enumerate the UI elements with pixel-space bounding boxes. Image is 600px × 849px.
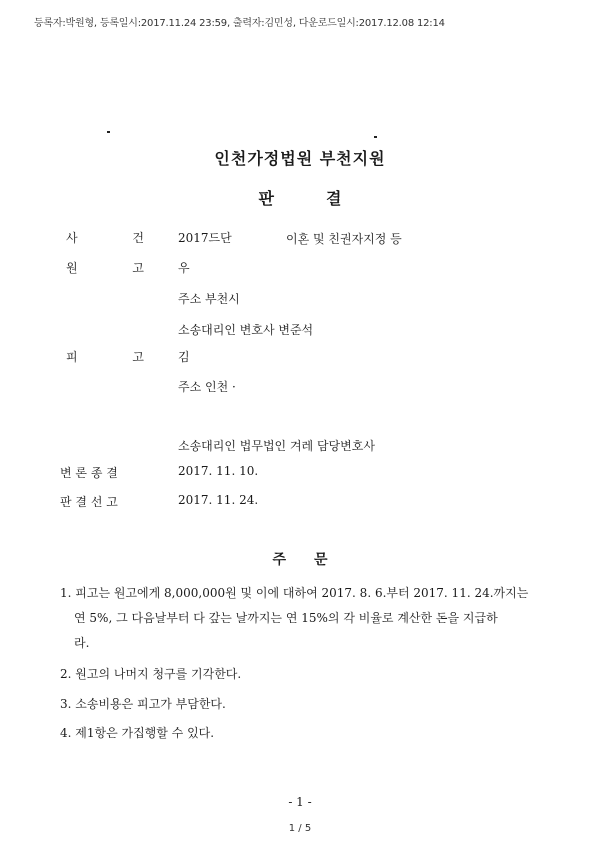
label-char: 피 — [66, 350, 78, 364]
defendant-name: 김 — [178, 350, 190, 364]
order-item-2: 2. 원고의 나머지 청구를 기각한다. — [60, 667, 242, 681]
order-item-4: 4. 제1항은 가집행할 수 있다. — [60, 726, 215, 740]
order-title-char: 주 — [272, 552, 286, 568]
document-title-char: 판 — [258, 189, 274, 208]
order-item-1 — [60, 581, 540, 656]
order-item-1-line: 연 5%, 그 다음날부터 다 갚는 날까지는 연 15%의 각 비율로 계산한 돈을 지급하 — [74, 611, 498, 625]
page-number: - 1 - — [288, 795, 312, 809]
case-name: 이혼 및 친권자지정 등 — [286, 232, 402, 246]
argument-end-label: 변 론 종 결 — [60, 466, 118, 480]
defendant-label — [60, 348, 150, 365]
order-section-title — [0, 549, 600, 569]
judgment-date: 2017. 11. 24. — [178, 493, 259, 507]
case-label — [60, 229, 150, 246]
argument-end-date: 2017. 11. 10. — [178, 464, 259, 478]
label-char: 사 — [66, 231, 78, 245]
label-char: 원 — [66, 261, 78, 275]
judgment-date-label: 판 결 선 고 — [60, 495, 118, 509]
plaintiff-label — [60, 259, 150, 276]
plaintiff-counsel: 소송대리인 변호사 변준석 — [178, 323, 314, 337]
scan-mark — [107, 131, 110, 133]
label-char: 건 — [132, 231, 144, 245]
court-title: 인천가정법원 부천지원 — [214, 149, 386, 168]
document-title — [0, 186, 600, 209]
defendant-address: 주소 인천 · — [178, 380, 236, 394]
case-number: 2017드단 — [178, 231, 232, 245]
order-item-1-line: 1. 피고는 원고에게 8,000,000원 및 이에 대하여 2017. 8. 6.부터 2017. 11. 24.까지는 — [60, 586, 529, 600]
registration-header: 등록자:박원형, 등록일시:2017.11.24 23:59, 출력자:김민성, 다운로드일시:2017.12.08 12:14 — [34, 18, 445, 29]
label-char: 고 — [132, 261, 144, 275]
defendant-counsel: 소송대리인 법무법인 겨레 담당변호사 — [178, 439, 375, 453]
document-title-char: 결 — [326, 189, 342, 208]
label-char: 고 — [132, 350, 144, 364]
plaintiff-address: 주소 부천시 — [178, 292, 240, 306]
page-count: 1 / 5 — [288, 823, 312, 834]
order-item-1-line: 라. — [74, 636, 90, 650]
plaintiff-name: 우 — [178, 261, 190, 275]
order-item-3: 3. 소송비용은 피고가 부담한다. — [60, 697, 226, 711]
order-title-char: 문 — [314, 552, 328, 568]
scan-mark — [374, 136, 377, 138]
